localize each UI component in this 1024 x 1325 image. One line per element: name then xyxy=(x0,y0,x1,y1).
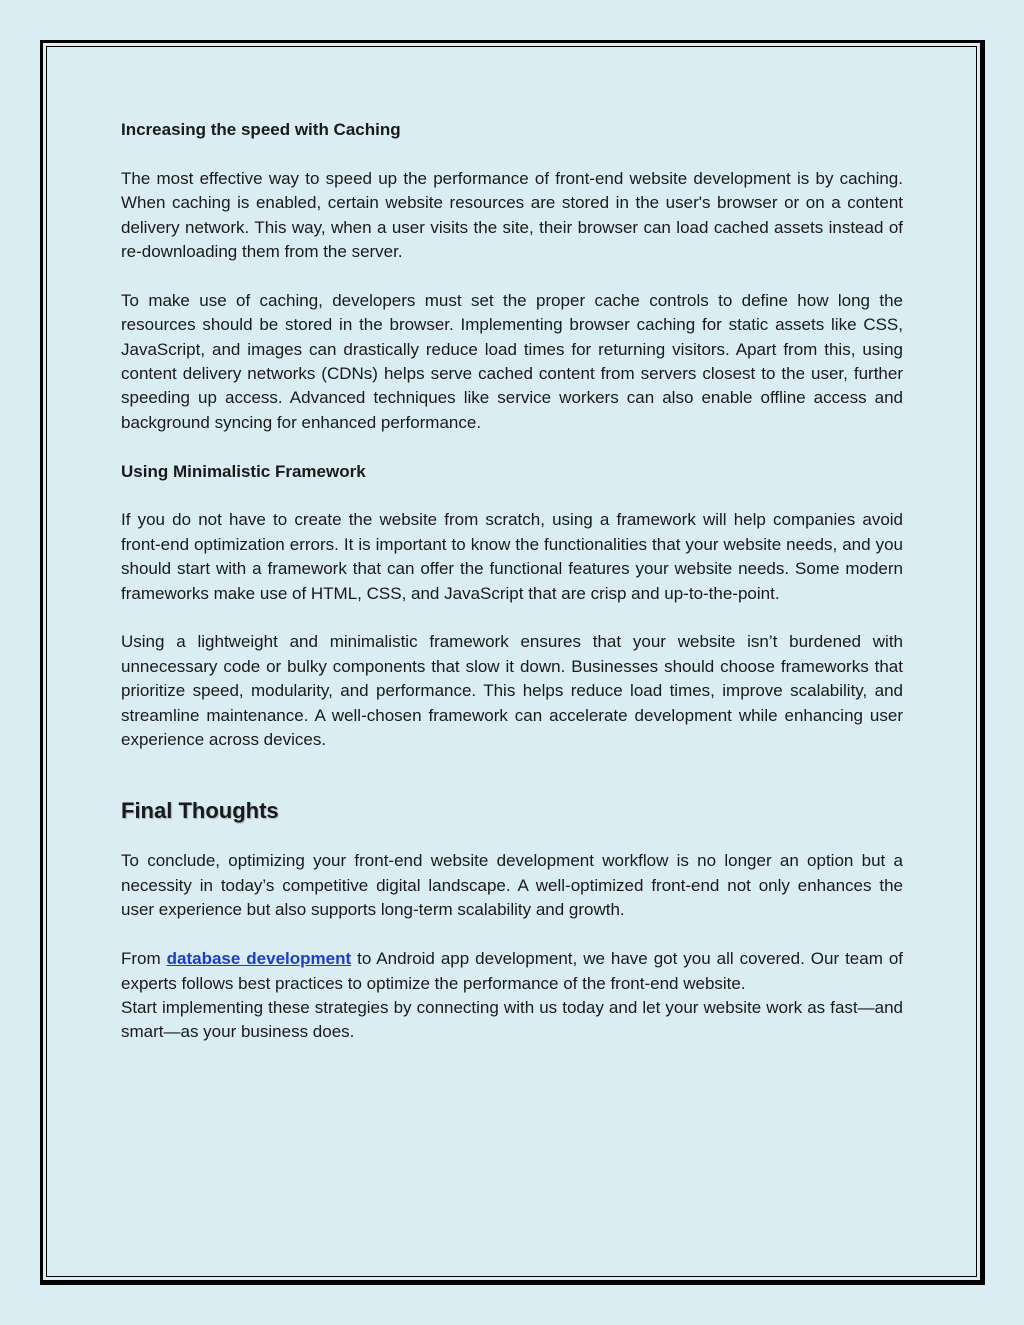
caching-paragraph-1: The most effective way to speed up the performance of front-end website development is by caching. When caching is enabled, certain website resources are stored in the user's browser or on a content delivery network. This way, when a user visits the site, their browser can load cached assets instead of re-downloading them from the server. xyxy=(121,168,903,262)
final-paragraph-1: To conclude, optimizing your front-end website development workflow is no longer an option but a necessity in today’s competitive digital landscape. A well-optimized front-end not only enhances the user experience but also supports long-term scalability and growth. xyxy=(121,851,903,920)
caching-heading: Increasing the speed with Caching xyxy=(121,120,401,139)
framework-paragraph-2: Using a lightweight and minimalistic framework ensures that your website isn’t burdened with unnecessary code or bulky components that slow it down. Businesses should choose frameworks that prioritize speed, modularity, and performance. This helps reduce load times, improve scalability, and streamline maintenance. A well-chosen framework can accelerate development while enhancing user experience across devices. xyxy=(121,632,903,750)
final-thoughts-title: Final Thoughts xyxy=(121,798,279,824)
final-paragraph-3: Start implementing these strategies by connecting with us today and let your website work as fast—and smart—as your business does. xyxy=(121,997,903,1042)
framework-paragraph-1: If you do not have to create the website from scratch, using a framework will help companies avoid front-end optimization errors. It is important to know the functionalities that your website needs, and you should start with a framework that can offer the functional features your website needs. Some modern frameworks make use of HTML, CSS, and JavaScript that are crisp and up-to-the-point. xyxy=(121,510,903,603)
framework-heading: Using Minimalistic Framework xyxy=(121,461,366,481)
document-body xyxy=(121,118,903,1045)
section-spacer xyxy=(121,752,903,796)
caching-paragraph-2: To make use of caching, developers must set the proper cache controls to define how long the resources should be stored in the browser. Implementing browser caching for static assets like CSS, JavaScript, and images can drastically reduce load times for returning visitors. Apart from this, using content delivery networks (CDNs) helps serve cached content from servers closest to the user, further speeding up access. Advanced techniques like service workers can also enable offline access and background syncing for enhanced performance. xyxy=(121,290,903,432)
final-paragraph-2-prefix: From xyxy=(121,949,167,969)
final-paragraph-2 xyxy=(121,947,903,996)
final-paragraph-2-suffix: to Android app development, we have got you all covered. Our team of experts follows best practices to optimize the performance of the front-end website. xyxy=(121,949,903,993)
database-development-link[interactable]: database development xyxy=(166,949,352,969)
